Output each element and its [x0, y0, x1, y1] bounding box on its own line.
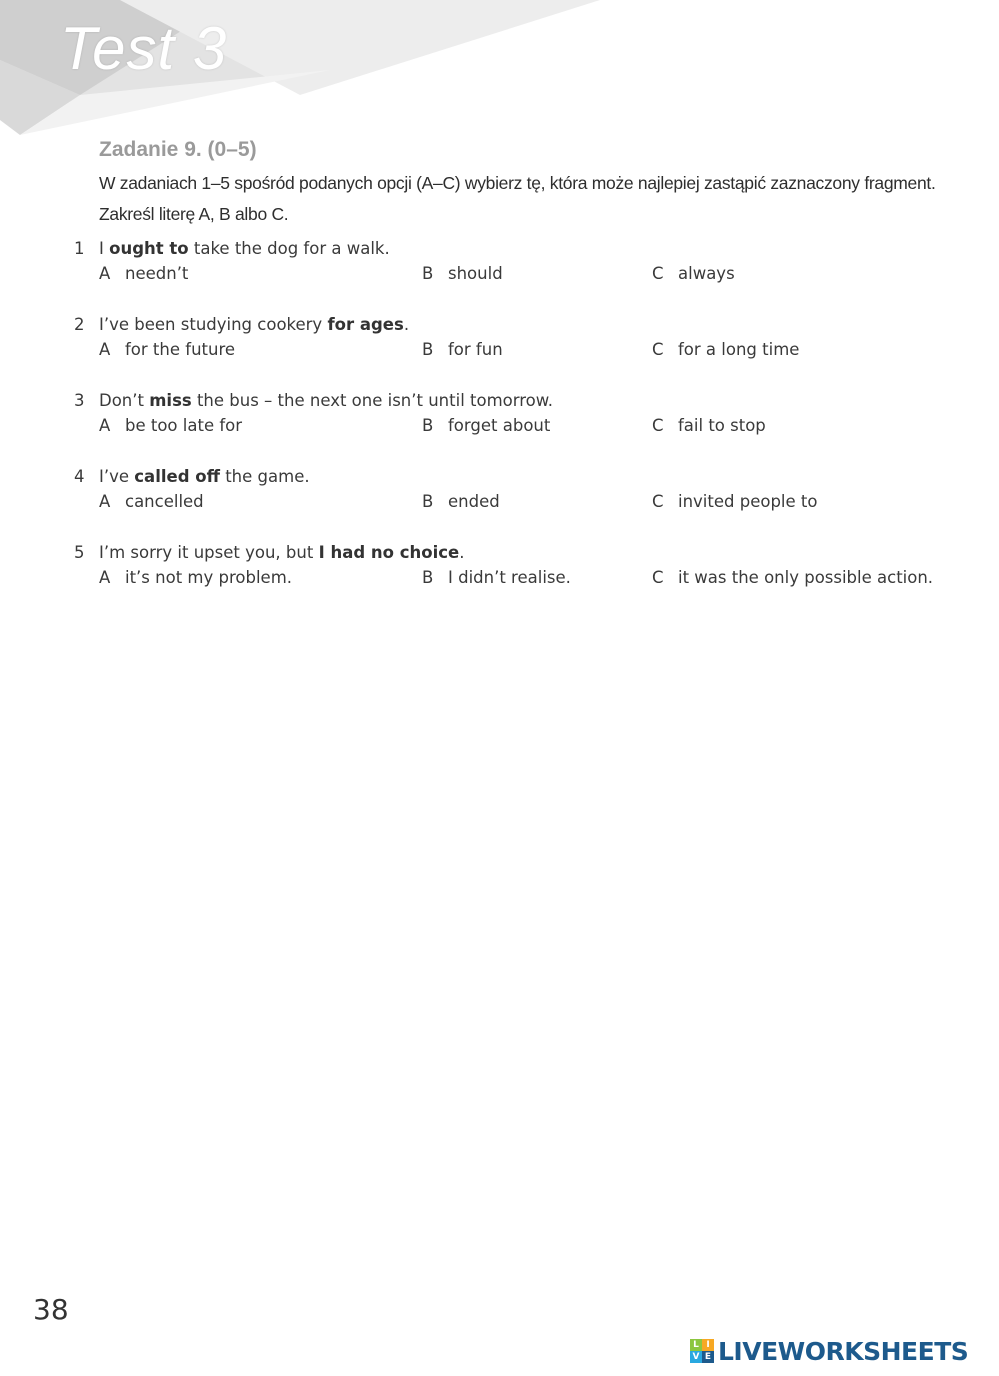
question-text-before: Don’t: [99, 391, 150, 410]
option-letter: A: [99, 568, 111, 587]
option-text: invited people to: [678, 492, 818, 511]
option-letter: C: [652, 264, 664, 283]
option-letter: C: [652, 340, 664, 359]
task-instructions: [99, 168, 959, 230]
option-letter: C: [652, 416, 664, 435]
brand-name: LIVEWORKSHEETS: [718, 1336, 969, 1366]
option-text: needn’t: [125, 264, 189, 283]
option-letter: A: [99, 416, 111, 435]
option-b[interactable]: [422, 264, 503, 283]
option-text: cancelled: [125, 492, 204, 511]
option-letter: B: [422, 340, 434, 359]
test-title: Test 3: [60, 15, 228, 82]
option-text: should: [448, 264, 503, 283]
logo-letter: E: [702, 1351, 714, 1363]
question-text-before: I’ve been studying cookery: [99, 315, 328, 334]
option-letter: B: [422, 264, 434, 283]
question-text-after: .: [403, 315, 410, 334]
option-a[interactable]: [99, 340, 235, 359]
option-text: ended: [448, 492, 500, 511]
highlighted-fragment: miss: [149, 391, 192, 410]
option-letter: C: [652, 492, 664, 511]
highlighted-fragment: I had no choice: [318, 543, 460, 562]
logo-letter: V: [690, 1351, 702, 1363]
question-text: [99, 467, 310, 486]
option-letter: A: [99, 340, 111, 359]
highlighted-fragment: for ages: [327, 315, 404, 334]
task-heading: Zadanie 9. (0–5): [99, 138, 257, 161]
option-b[interactable]: [422, 416, 550, 435]
highlighted-fragment: ought to: [109, 239, 189, 258]
option-text: fail to stop: [678, 416, 766, 435]
question-text-before: I’m sorry it upset you, but: [99, 543, 319, 562]
question-text: [99, 239, 390, 258]
option-letter: A: [99, 492, 111, 511]
question-number: 1: [74, 239, 85, 258]
option-text: for fun: [448, 340, 503, 359]
question-text-before: I’ve: [99, 467, 135, 486]
page-number: 38: [33, 1293, 69, 1326]
option-text: for a long time: [678, 340, 800, 359]
question-number: 2: [74, 315, 85, 334]
option-text: always: [678, 264, 735, 283]
option-text: I didn’t realise.: [448, 568, 571, 587]
logo-letter: L: [690, 1339, 702, 1351]
option-letter: B: [422, 568, 434, 587]
option-letter: A: [99, 264, 111, 283]
option-text: be too late for: [125, 416, 243, 435]
logo-letter: I: [702, 1339, 714, 1351]
option-letter: B: [422, 492, 434, 511]
option-a[interactable]: [99, 492, 204, 511]
question-text: [99, 391, 553, 410]
liveworksheets-logo-icon: [690, 1339, 714, 1363]
instruction-line-1: W zadaniach 1–5 spośród podanych opcji (A–C) wybierz tę, która może najlepiej zastąpić zaznaczony fragment.: [99, 173, 936, 193]
option-text: forget about: [448, 416, 551, 435]
option-b[interactable]: [422, 568, 571, 587]
question-number: 5: [74, 543, 85, 562]
option-letter: B: [422, 416, 434, 435]
instruction-line-2: Zakreśl literę A, B albo C.: [99, 204, 289, 224]
question-text-after: .: [459, 543, 465, 562]
option-text: for the future: [125, 340, 236, 359]
option-c[interactable]: [652, 416, 766, 435]
liveworksheets-brand[interactable]: [690, 1334, 968, 1368]
option-b[interactable]: [422, 340, 503, 359]
option-a[interactable]: [99, 416, 242, 435]
option-c[interactable]: [652, 492, 817, 511]
question-text: [99, 315, 409, 334]
option-a[interactable]: [99, 264, 188, 283]
question-text-after: take the dog for a walk.: [188, 239, 390, 258]
question-text-after: the game.: [219, 467, 310, 486]
question-text-before: I: [99, 239, 110, 258]
option-b[interactable]: [422, 492, 500, 511]
question-number: 4: [74, 467, 85, 486]
option-c[interactable]: [652, 568, 933, 587]
option-text: it was the only possible action.: [678, 568, 934, 587]
question-text: [99, 543, 464, 562]
option-c[interactable]: [652, 264, 735, 283]
option-c[interactable]: [652, 340, 799, 359]
highlighted-fragment: called off: [134, 467, 220, 486]
question-text-after: the bus – the next one isn’t until tomorrow.: [191, 391, 553, 410]
option-a[interactable]: [99, 568, 292, 587]
question-number: 3: [74, 391, 85, 410]
option-text: it’s not my problem.: [125, 568, 293, 587]
option-letter: C: [652, 568, 664, 587]
